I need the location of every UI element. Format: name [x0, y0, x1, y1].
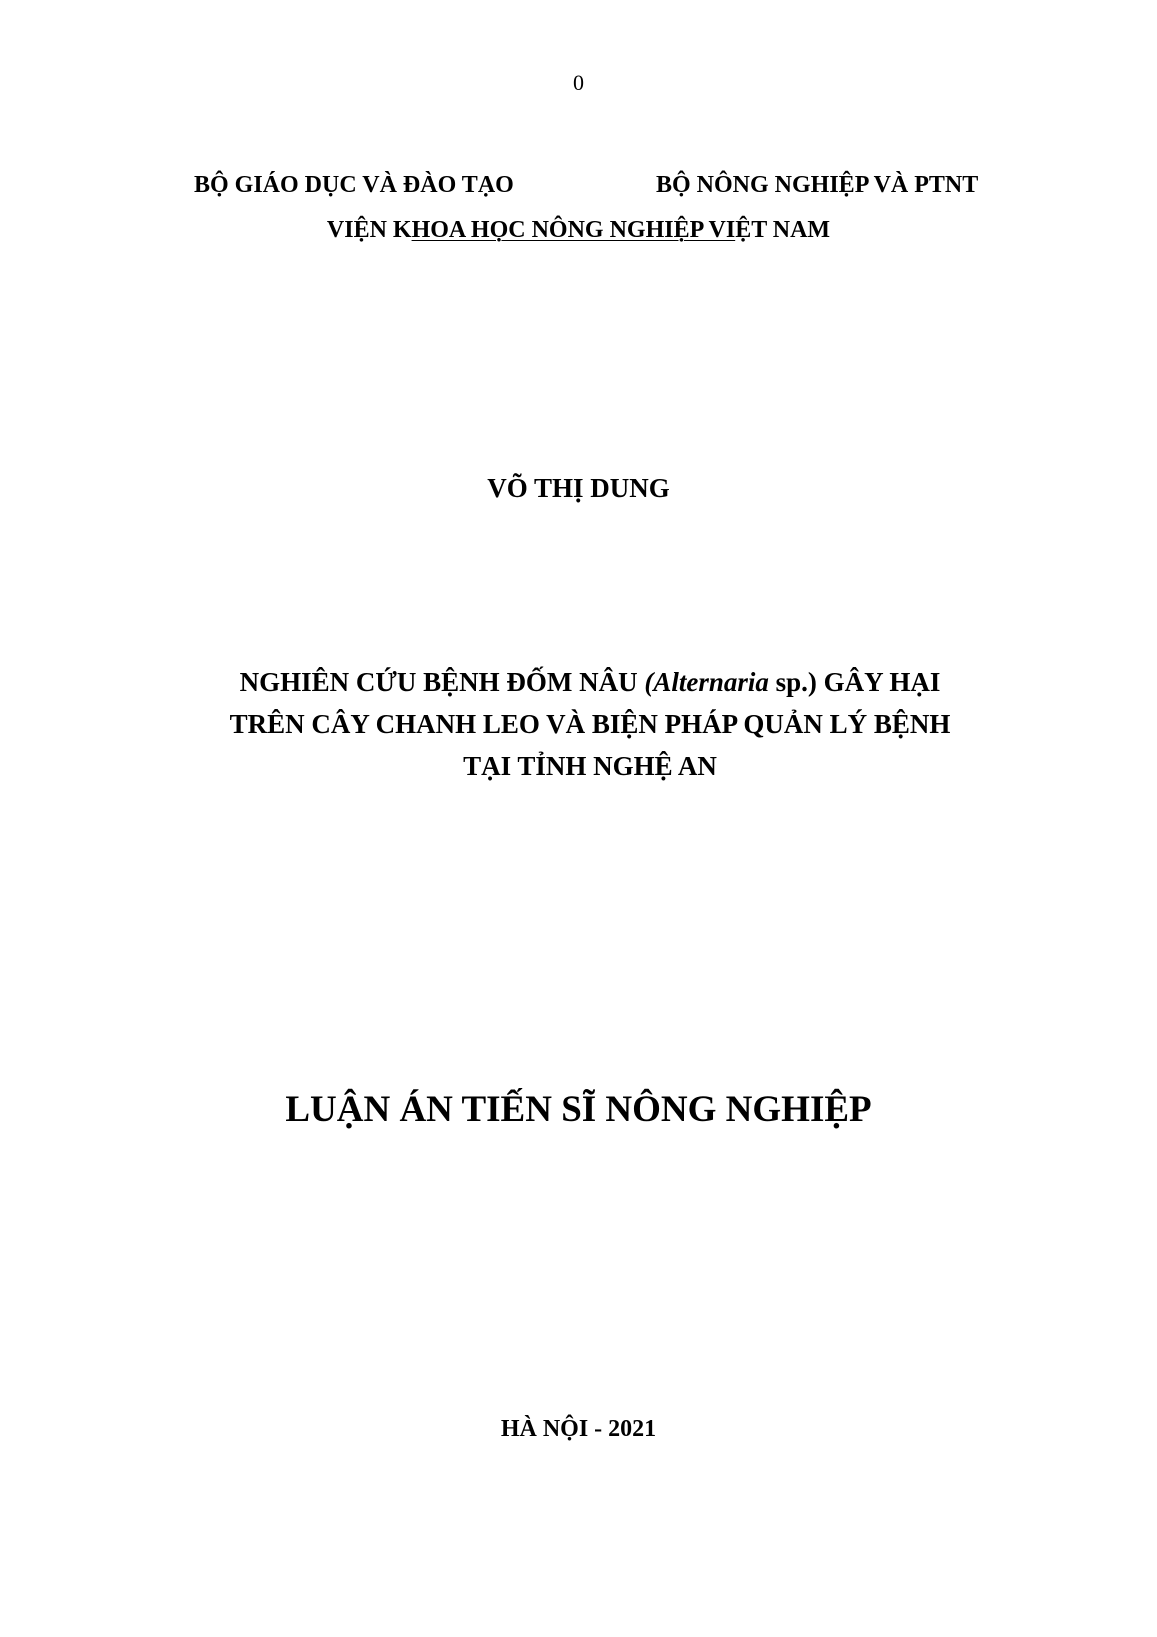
institute-name-part1: VIỆN K: [326, 217, 412, 243]
thesis-title-line-1: NGHIÊN CỨU BỆNH ĐỐM NÂU (Alternaria sp.) GÂY HẠI: [239, 667, 941, 697]
species-name: (Alternaria: [644, 667, 769, 697]
degree-title: LUẬN ÁN TIẾN SĨ NÔNG NGHIỆP: [285, 1089, 872, 1130]
author-name: VÕ THỊ DUNG: [487, 473, 670, 503]
institute-name-underlined: HOA HỌC NÔNG NGHIỆP VI: [411, 217, 736, 243]
place-year: HÀ NỘI - 2021: [500, 1416, 657, 1442]
page-number: 0: [573, 70, 584, 95]
institute-name: [0, 217, 1157, 244]
institute-name-part3: ỆT NAM: [735, 217, 831, 243]
thesis-title: [150, 661, 1030, 787]
ministry-agriculture: BỘ NÔNG NGHIỆP VÀ PTNT: [656, 172, 979, 198]
ministries-header: [0, 172, 1157, 206]
thesis-title-line-3: TẠI TỈNH NGHỆ AN: [463, 751, 717, 781]
ministry-education: BỘ GIÁO DỤC VÀ ĐÀO TẠO: [194, 172, 514, 198]
thesis-title-line-2: TRÊN CÂY CHANH LEO VÀ BIỆN PHÁP QUẢN LÝ BỆNH: [229, 709, 951, 739]
